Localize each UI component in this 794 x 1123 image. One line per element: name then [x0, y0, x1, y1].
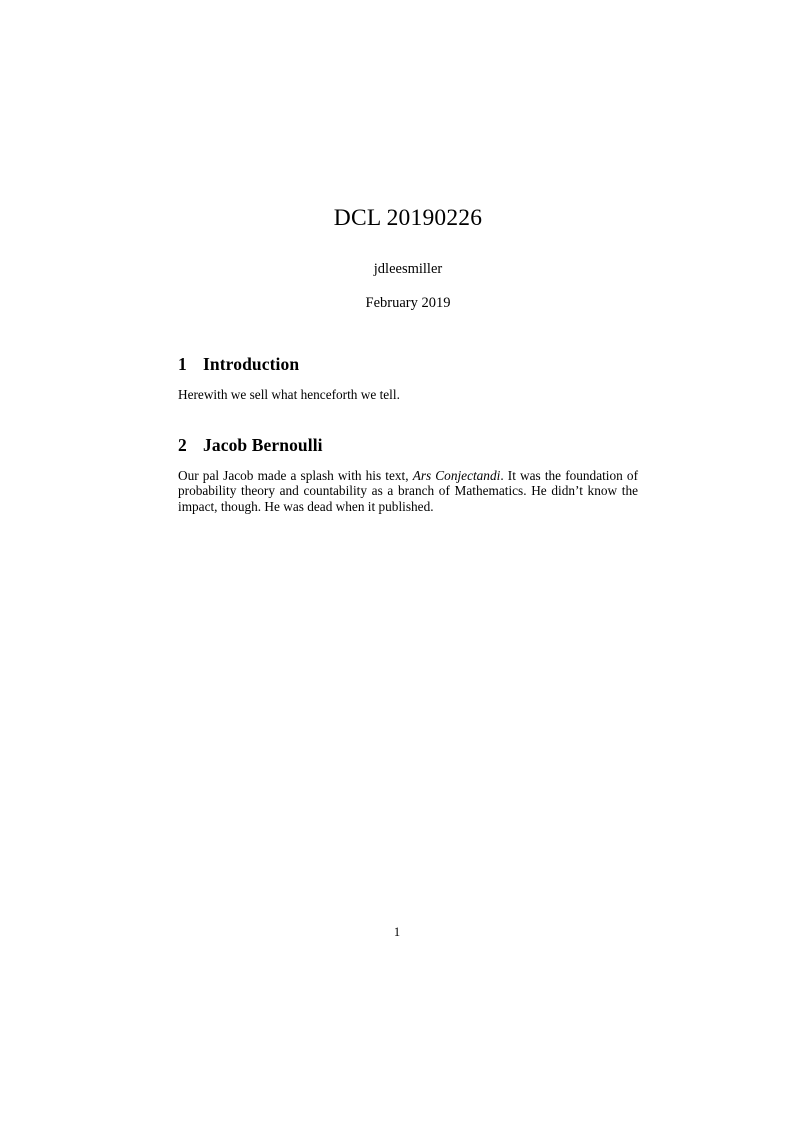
section-introduction [178, 354, 638, 403]
page-number: 1 [393, 925, 401, 939]
section-1-paragraph: Herewith we sell what henceforth we tell. [178, 387, 400, 403]
document-author: jdleesmiller [373, 261, 443, 278]
section-2-heading [178, 435, 638, 456]
section-1-title: Introduction [203, 354, 300, 375]
section-1-number: 1 [178, 354, 187, 375]
section-jacob-bernoulli [178, 435, 638, 515]
section-2-paragraph-book-title: Ars Conjectandi [412, 467, 501, 483]
section-1-heading [178, 354, 638, 375]
section-2-number: 2 [178, 434, 187, 455]
page-title: DCL 20190226 [333, 205, 483, 231]
document-date: February 2019 [365, 295, 451, 312]
section-2-paragraph-lead: Our pal Jacob made a splash with his text, [178, 467, 413, 483]
section-2-paragraph [178, 468, 638, 515]
section-2-title: Jacob Bernoulli [203, 434, 323, 455]
document-body [178, 204, 638, 514]
section-2-paragraph-rest: . It was the foundation of probability theory and countability as a branch of Mathematics. He didn’t know the impact, though. He was dead when it published. [178, 467, 638, 514]
